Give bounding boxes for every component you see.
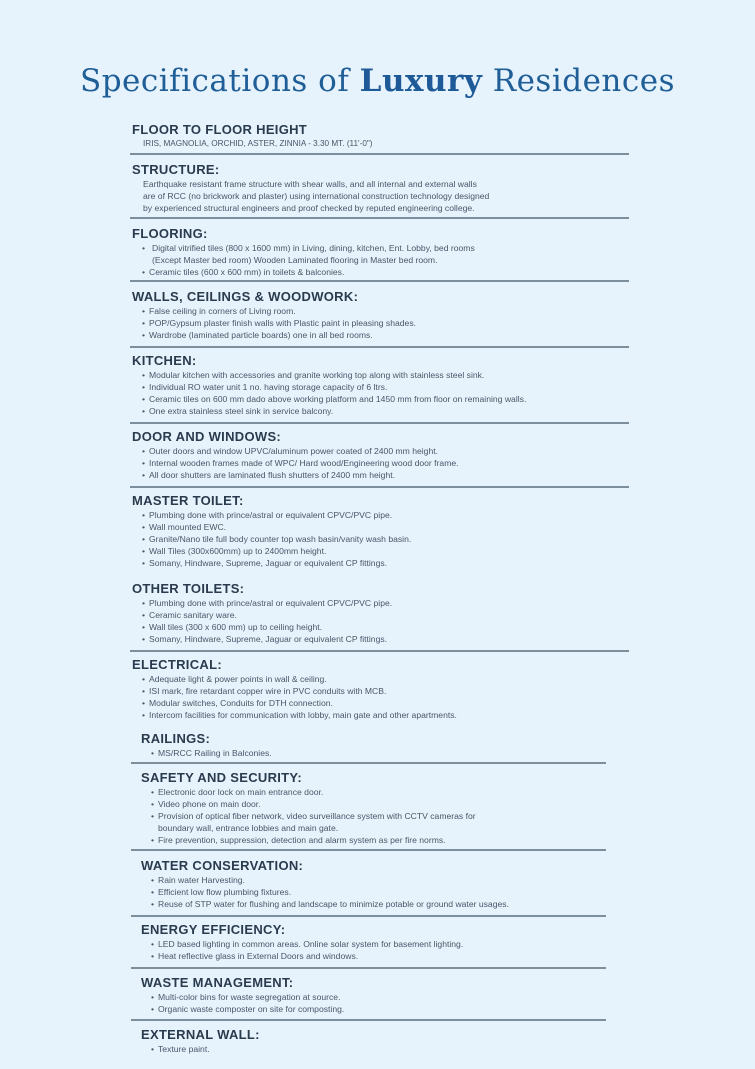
section-other-toilets [132,581,392,645]
list-item-continuation [142,254,475,266]
continuation-text: (Except Master bed room) Wooden Laminated flooring in Master bed room. [152,255,438,265]
section-heading: FLOOR TO FLOOR HEIGHT [132,122,308,137]
section-heading: SAFETY AND SECURITY: [141,770,303,785]
list-item: • POP/Gypsum plaster finish walls with Plastic paint in pleasing shades. [142,317,416,329]
list-item: • False ceiling in corners of Living room. [142,305,416,317]
section-paragraph [132,178,489,214]
divider [131,967,606,969]
divider [130,422,629,424]
section-flooring [132,226,475,278]
list-item: • Digital vitrified tiles (800 x 1600 mm) in Living, dining, kitchen, Ent. Lobby, bed rooms [142,242,475,254]
paragraph-line: are of RCC (no brickwork and plaster) using international construction technology designed [143,191,490,201]
section-heading: FLOORING: [132,226,208,241]
section-heading: RAILINGS: [141,731,211,746]
section-electrical [132,657,457,721]
bullet-list [141,747,272,759]
bullet-list [132,673,457,721]
section-heading: WASTE MANAGEMENT: [141,975,294,990]
list-item: • One extra stainless steel sink in service balcony. [142,405,526,417]
title-suffix: Residences [482,62,676,99]
list-item: • Wall mounted EWC. [142,521,411,533]
divider [131,762,606,764]
section-floor-height [132,122,373,150]
list-item: • Adequate light & power points in wall & ceiling. [142,673,457,685]
section-heading: ENERGY EFFICIENCY: [141,922,286,937]
list-item: • Ceramic tiles (600 x 600 mm) in toilets & balconies. [142,266,475,278]
title-prefix: Specifications of [79,62,360,99]
divider [130,486,629,488]
list-item: • ISI mark, fire retardant copper wire in PVC conduits with MCB. [142,685,457,697]
bullet-list [132,369,526,417]
list-item: • Granite/Nano tile full body counter top wash basin/vanity wash basin. [142,533,411,545]
page-title [0,63,755,99]
list-item: • Modular kitchen with accessories and granite working top along with stainless steel sink. [142,369,526,381]
list-item: • Plumbing done with prince/astral or equivalent CPVC/PVC pipe. [142,509,411,521]
section-heading: MASTER TOILET: [132,493,244,508]
divider [130,346,629,348]
list-item: • Plumbing done with prince/astral or equivalent CPVC/PVC pipe. [142,597,392,609]
bullet-list [141,874,509,910]
list-item: • Outer doors and window UPVC/aluminum power coated of 2400 mm height. [142,445,459,457]
divider [131,1019,606,1021]
list-item: • LED based lighting in common areas. Online solar system for basement lighting. [151,938,463,950]
section-master-toilet [132,493,411,569]
list-item: • Organic waste composter on site for composting. [151,1003,344,1015]
list-item: • Internal wooden frames made of WPC/ Hard wood/Engineering wood door frame. [142,457,459,469]
bullet-list [141,991,344,1015]
list-item: • Ceramic tiles on 600 mm dado above working platform and 1450 mm from floor on remaining walls. [142,393,526,405]
section-water-conservation [141,858,509,910]
list-item: • Texture paint. [151,1043,260,1055]
section-door-windows [132,429,459,481]
section-heading: OTHER TOILETS: [132,581,245,596]
list-item: • Wardrobe (laminated particle boards) one in all bed rooms. [142,329,416,341]
bullet-list [141,938,463,962]
divider [131,915,606,917]
list-item: • Somany, Hindware, Supreme, Jaguar or equivalent CP fittings. [142,633,392,645]
title-accent: Luxury [359,62,483,99]
paragraph-line: by experienced structural engineers and proof checked by reputed engineering college. [143,203,475,213]
section-heading: ELECTRICAL: [132,657,222,672]
list-item-continuation [151,822,476,834]
divider [131,849,606,851]
list-item: • Heat reflective glass in External Doors and windows. [151,950,463,962]
list-item: • Modular switches, Conduits for DTH connection. [142,697,457,709]
list-item: • Video phone on main door. [151,798,476,810]
list-item: • MS/RCC Railing in Balconies. [151,747,272,759]
section-heading: DOOR AND WINDOWS: [132,429,282,444]
paragraph-line: Earthquake resistant frame structure with shear walls, and all internal and external walls [143,179,477,189]
divider [130,153,629,155]
section-heading: KITCHEN: [132,353,197,368]
bullet-list [141,786,476,846]
list-item: • Ceramic sanitary ware. [142,609,392,621]
list-item: • Individual RO water unit 1 no. having storage capacity of 6 ltrs. [142,381,526,393]
divider [130,650,629,652]
list-item: • Electronic door lock on main entrance door. [151,786,476,798]
list-item: • Fire prevention, suppression, detection and alarm system as per fire norms. [151,834,476,846]
list-item: • Provision of optical fiber network, video surveillance system with CCTV cameras for [151,810,476,822]
list-item: • Intercom facilities for communication with lobby, main gate and other apartments. [142,709,457,721]
section-walls-ceilings-woodwork [132,289,416,341]
section-structure [132,162,489,214]
list-item: • Somany, Hindware, Supreme, Jaguar or equivalent CP fittings. [142,557,411,569]
list-item: • Reuse of STP water for flushing and landscape to minimize potable or ground water usages. [151,898,509,910]
section-heading: STRUCTURE: [132,162,220,177]
section-external-wall [141,1027,260,1055]
section-railings [141,731,272,759]
list-item: • Rain water Harvesting. [151,874,509,886]
list-item: • Wall Tiles (300x600mm) up to 2400mm height. [142,545,411,557]
section-kitchen [132,353,526,417]
bullet-list [132,445,459,481]
section-heading: EXTERNAL WALL: [141,1027,260,1042]
continuation-text: boundary wall, entrance lobbies and main gate. [158,823,339,833]
bullet-list [132,305,416,341]
bullet-list [132,509,411,569]
section-energy-efficiency [141,922,463,962]
section-waste-management [141,975,344,1015]
section-text: IRIS, MAGNOLIA, ORCHID, ASTER, ZINNIA - 3.30 MT. (11'-0") [143,139,373,148]
list-item: • Efficient low flow plumbing fixtures. [151,886,509,898]
list-item: • Multi-color bins for waste segregation at source. [151,991,344,1003]
bullet-list [141,1043,260,1055]
bullet-list [132,242,475,278]
divider [130,217,629,219]
divider [130,280,629,282]
list-item: • Wall tiles (300 x 600 mm) up to ceiling height. [142,621,392,633]
section-heading: WALLS, CEILINGS & WOODWORK: [132,289,359,304]
section-heading: WATER CONSERVATION: [141,858,304,873]
list-item: • All door shutters are laminated flush shutters of 2400 mm height. [142,469,459,481]
bullet-list [132,597,392,645]
section-safety-security [141,770,476,846]
